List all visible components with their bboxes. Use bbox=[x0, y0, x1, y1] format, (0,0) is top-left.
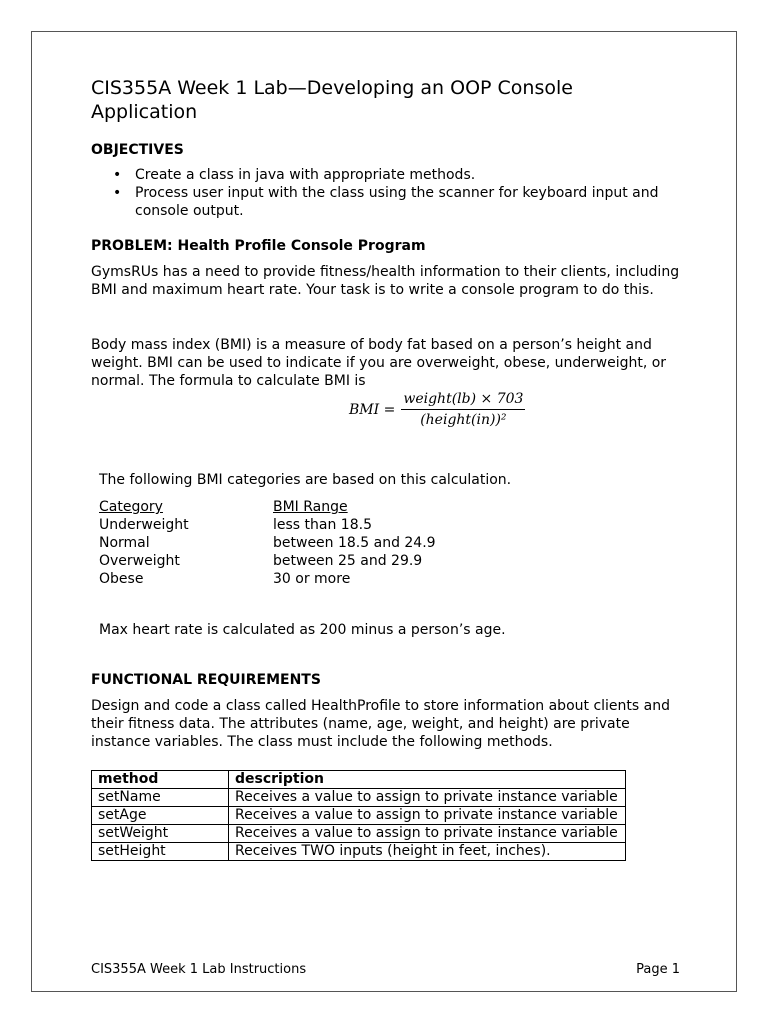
table-row bbox=[99, 534, 436, 552]
category-cell: Normal bbox=[99, 535, 150, 551]
table-row bbox=[92, 843, 626, 861]
range-header: BMI Range bbox=[273, 499, 348, 515]
table-row bbox=[99, 516, 436, 534]
heart-rate-text: Max heart rate is calculated as 200 minus a person’s age. bbox=[99, 622, 506, 638]
method-cell: setWeight bbox=[92, 825, 229, 843]
methods-table bbox=[91, 770, 626, 861]
table-row bbox=[99, 498, 436, 516]
table-row bbox=[92, 789, 626, 807]
footer-title: CIS355A Week 1 Lab Instructions bbox=[91, 962, 307, 977]
formula-denominator: (height(in))² bbox=[420, 412, 507, 428]
document-title: CIS355A Week 1 Lab—Developing an OOP Console Application bbox=[91, 77, 573, 123]
document-page bbox=[31, 31, 737, 992]
category-cell: Underweight bbox=[99, 517, 189, 533]
page-number: Page 1 bbox=[636, 962, 680, 977]
description-header: description bbox=[229, 771, 626, 789]
bmi-formula bbox=[349, 391, 525, 428]
range-cell: less than 18.5 bbox=[273, 517, 372, 533]
category-cell: Overweight bbox=[99, 553, 180, 569]
method-cell: setName bbox=[92, 789, 229, 807]
description-cell: Receives a value to assign to private instance variable bbox=[229, 789, 626, 807]
problem-intro: GymsRUs has a need to provide fitness/health information to their clients, including BMI and maximum heart rate. Your task is to write a console program to do this. bbox=[91, 264, 680, 298]
category-cell: Obese bbox=[99, 571, 144, 587]
description-cell: Receives TWO inputs (height in feet, inches). bbox=[229, 843, 626, 861]
table-row bbox=[92, 807, 626, 825]
categories-intro: The following BMI categories are based on this calculation. bbox=[99, 472, 512, 488]
description-cell: Receives a value to assign to private instance variable bbox=[229, 807, 626, 825]
bmi-categories-table bbox=[99, 498, 436, 588]
description-cell: Receives a value to assign to private instance variable bbox=[229, 825, 626, 843]
objectives-list bbox=[91, 166, 691, 220]
range-cell: 30 or more bbox=[273, 571, 351, 587]
method-cell: setAge bbox=[92, 807, 229, 825]
objective-item bbox=[91, 166, 691, 184]
objective-item bbox=[91, 184, 691, 220]
range-cell: between 18.5 and 24.9 bbox=[273, 535, 436, 551]
bullet-icon: • bbox=[113, 167, 122, 183]
range-cell: between 25 and 29.9 bbox=[273, 553, 423, 569]
objective-text: Create a class in java with appropriate methods. bbox=[135, 167, 476, 183]
functional-text: Design and code a class called HealthProfile to store information about clients and their fitness data. The attributes (name, age, weight, and height) are private instance variables. The class must include the following methods. bbox=[91, 698, 670, 750]
problem-heading: PROBLEM: Health Profile Console Program bbox=[91, 238, 426, 254]
bmi-description: Body mass index (BMI) is a measure of body fat based on a person’s height and weight. BMI can be used to indicate if you are overweight, obese, underweight, or normal. The formula to calculate BMI is bbox=[91, 337, 667, 389]
bullet-icon: • bbox=[113, 185, 122, 201]
method-header: method bbox=[92, 771, 229, 789]
objectives-heading: OBJECTIVES bbox=[91, 142, 184, 158]
functional-heading: FUNCTIONAL REQUIREMENTS bbox=[91, 672, 321, 688]
table-row bbox=[99, 570, 436, 588]
table-row bbox=[99, 552, 436, 570]
table-header-row bbox=[92, 771, 626, 789]
category-header: Category bbox=[99, 499, 163, 515]
table-row bbox=[92, 825, 626, 843]
formula-numerator: weight(lb) × 703 bbox=[401, 391, 525, 410]
formula-lhs: BMI = bbox=[349, 401, 396, 418]
method-cell: setHeight bbox=[92, 843, 229, 861]
objective-text: Process user input with the class using the scanner for keyboard input and console output. bbox=[135, 185, 659, 219]
formula-fraction bbox=[401, 391, 525, 428]
